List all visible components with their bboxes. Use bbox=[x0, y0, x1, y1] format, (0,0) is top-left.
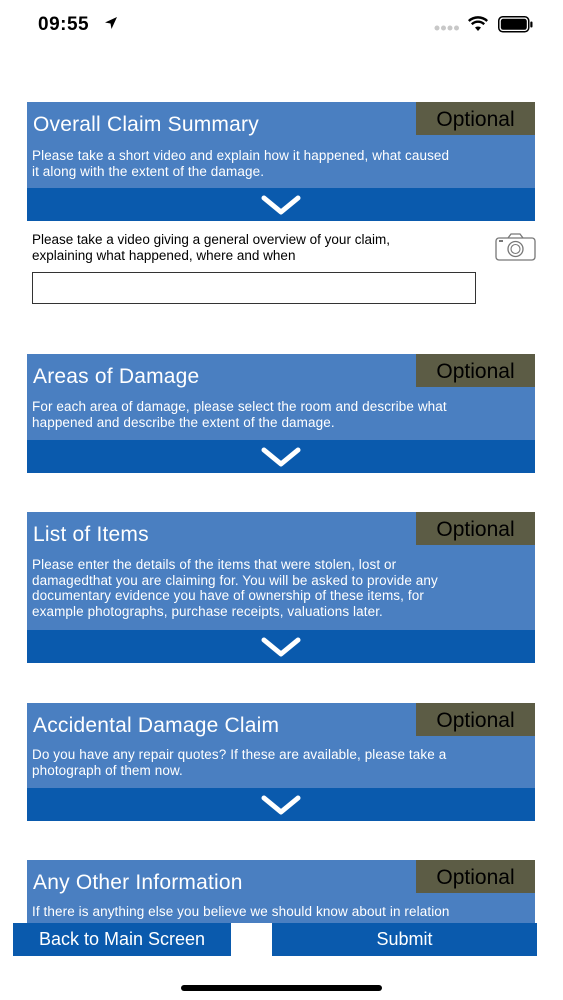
home-indicator[interactable] bbox=[181, 985, 382, 991]
section-overall-claim-summary bbox=[27, 102, 535, 221]
optional-badge: Optional bbox=[416, 860, 535, 893]
location-arrow-icon bbox=[104, 16, 118, 30]
section-list-of-items bbox=[27, 512, 535, 663]
section-title: List of Items bbox=[33, 523, 149, 546]
optional-badge: Optional bbox=[416, 102, 535, 135]
section-title: Any Other Information bbox=[33, 871, 243, 894]
section-title: Accidental Damage Claim bbox=[33, 714, 280, 737]
section-description: Please enter the details of the items that were stolen, lost or damagedthat you are claiming for. You will be asked to provide any documentary evidence you have of ownership of these items, for example photographs, purchase receipts, valuations later. bbox=[32, 557, 438, 619]
section-description: For each area of damage, please select the room and describe what happened and describe the extent of the damage. bbox=[32, 399, 447, 430]
expand-button[interactable] bbox=[27, 788, 535, 821]
chevron-down-icon bbox=[261, 637, 301, 657]
chevron-down-icon bbox=[261, 195, 301, 215]
section-title: Overall Claim Summary bbox=[33, 113, 259, 136]
battery-icon bbox=[498, 16, 534, 33]
status-bar bbox=[0, 0, 563, 50]
section-header bbox=[27, 512, 535, 630]
section-header bbox=[27, 354, 535, 440]
video-overview-input[interactable] bbox=[32, 272, 476, 304]
optional-badge: Optional bbox=[416, 512, 535, 545]
bottom-action-bar bbox=[13, 923, 537, 956]
chevron-down-icon bbox=[261, 447, 301, 467]
video-prompt-text: Please take a video giving a general overview of your claim, explaining what happened, where and when bbox=[32, 232, 390, 263]
expand-button[interactable] bbox=[27, 440, 535, 473]
submit-button[interactable]: Submit bbox=[272, 923, 537, 956]
camera-icon[interactable] bbox=[495, 233, 536, 261]
expand-button[interactable] bbox=[27, 630, 535, 663]
status-time: 09:55 bbox=[38, 14, 90, 35]
section-areas-of-damage bbox=[27, 354, 535, 473]
section-accidental-damage-claim bbox=[27, 703, 535, 821]
expand-button[interactable] bbox=[27, 188, 535, 221]
section-description: Please take a short video and explain how it happened, what caused it along with the extent of the damage. bbox=[32, 148, 450, 179]
optional-badge: Optional bbox=[416, 703, 535, 736]
chevron-down-icon bbox=[261, 795, 301, 815]
section-description: Do you have any repair quotes? If these are available, please take a photograph of them now. bbox=[32, 747, 447, 778]
wifi-icon bbox=[468, 16, 488, 32]
back-to-main-screen-button[interactable]: Back to Main Screen bbox=[13, 923, 231, 956]
cellular-signal-icon bbox=[434, 25, 460, 31]
optional-badge: Optional bbox=[416, 354, 535, 387]
section-header bbox=[27, 102, 535, 188]
section-title: Areas of Damage bbox=[33, 365, 200, 388]
section-description: If there is anything else you believe we should know about in relation bbox=[32, 904, 450, 919]
section-header bbox=[27, 703, 535, 788]
section-any-other-information bbox=[27, 860, 535, 923]
section-header bbox=[27, 860, 535, 923]
